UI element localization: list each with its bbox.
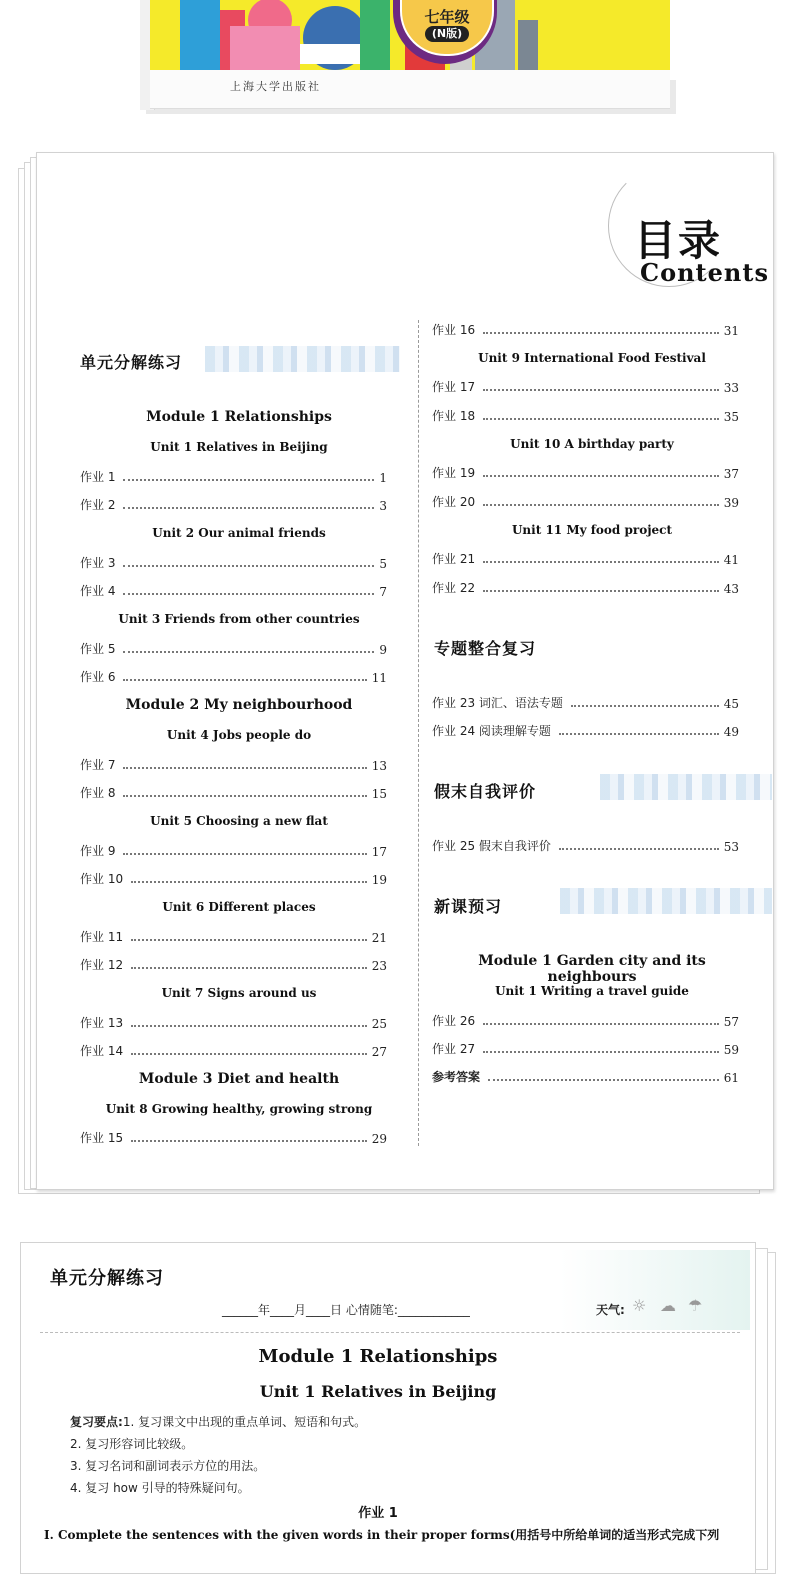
header-divider <box>40 1332 740 1333</box>
toc-entry-page: 23 <box>371 959 387 973</box>
leader-dots <box>123 507 374 509</box>
toc-entry-label: 作业 7 <box>80 758 116 772</box>
leader-dots <box>483 590 719 592</box>
leader-dots <box>123 593 374 595</box>
toc-entry-page: 25 <box>371 1017 387 1031</box>
review-point: 2. 复习形容词比较级。 <box>70 1437 194 1451</box>
lesson-module-title: Module 1 Relationships <box>258 1346 498 1367</box>
toc-entry-label: 作业 26 <box>432 1014 476 1028</box>
toc-entry-label: 作业 13 <box>80 1016 124 1030</box>
unit-heading: Unit 7 Signs around us <box>161 986 317 1000</box>
toc-entry-label: 作业 15 <box>80 1131 124 1145</box>
review-point-text: 1. 复习课文中出现的重点单词、短语和句式。 <box>122 1415 367 1429</box>
toc-entry[interactable] <box>80 467 387 485</box>
leader-dots <box>483 504 719 506</box>
review-point <box>70 1413 366 1430</box>
module-heading: Module 3 Diet and health <box>138 1071 340 1087</box>
toc-entry[interactable] <box>80 1128 387 1146</box>
toc-entry-page: 29 <box>371 1132 387 1146</box>
toc-entry-label: 作业 19 <box>432 466 476 480</box>
toc-entry[interactable] <box>80 841 387 859</box>
toc-entry[interactable] <box>80 955 387 973</box>
toc-entry-label: 作业 6 <box>80 670 116 684</box>
leader-dots <box>131 1053 367 1055</box>
toc-entry-label: 作业 2 <box>80 498 116 512</box>
toc-entry[interactable] <box>432 463 739 481</box>
review-point: 3. 复习名词和副词表示方位的用法。 <box>70 1459 266 1473</box>
unit-heading: Unit 11 My food project <box>511 523 673 537</box>
toc-entry-page: 49 <box>723 725 739 739</box>
toc-entry[interactable] <box>80 783 387 801</box>
toc-entry[interactable] <box>80 667 387 685</box>
leader-dots <box>483 561 719 563</box>
unit-heading: Unit 3 Friends from other countries <box>118 612 360 626</box>
review-point: 4. 复习 how 引导的特殊疑问句。 <box>70 1481 250 1495</box>
unit-heading: Unit 1 Writing a travel guide <box>495 984 689 998</box>
toc-entry[interactable] <box>80 581 387 599</box>
lesson-unit-title: Unit 1 Relatives in Beijing <box>259 1382 497 1401</box>
toc-entry[interactable] <box>80 639 387 657</box>
leader-dots <box>131 881 367 883</box>
toc-entry-page: 53 <box>723 840 739 854</box>
module-heading: Module 2 My neighbourhood <box>125 697 353 713</box>
leader-dots <box>559 848 719 850</box>
unit-heading: Unit 2 Our animal friends <box>152 526 326 540</box>
leader-dots <box>123 479 374 481</box>
module-heading: Module 1 Garden city and its neighbours <box>478 953 706 985</box>
toc-entry-page: 59 <box>723 1043 739 1057</box>
toc-entry-label: 作业 17 <box>432 380 476 394</box>
toc-entry-page: 57 <box>723 1015 739 1029</box>
toc-entry[interactable] <box>80 1013 387 1031</box>
publisher-label: 上海大学出版社 <box>230 80 321 93</box>
toc-entry-page: 15 <box>371 787 387 801</box>
exercise-instruction: Ⅰ. Complete the sentences with the given words in their proper forms(用括号中所给单词的适当形式完成下列 <box>44 1528 720 1542</box>
column-divider <box>418 320 419 1146</box>
toc-entry[interactable] <box>432 549 739 567</box>
leader-dots <box>483 1023 719 1025</box>
section-decoration <box>205 346 400 372</box>
toc-entry-page: 7 <box>379 585 387 599</box>
leader-dots <box>488 1079 719 1081</box>
toc-entry-label: 作业 3 <box>80 556 116 570</box>
toc-entry[interactable] <box>80 1041 387 1059</box>
unit-heading: Unit 10 A birthday party <box>510 437 674 451</box>
toc-entry-page: 17 <box>371 845 387 859</box>
section-decoration <box>600 774 772 800</box>
section-title-self-eval: 假末自我评价 <box>434 782 537 801</box>
toc-entry-page: 61 <box>723 1071 739 1085</box>
toc-entry-label: 作业 23 词汇、语法专题 <box>432 696 563 710</box>
toc-entry-page: 1 <box>379 471 387 485</box>
toc-entry-label: 参考答案 <box>432 1070 481 1084</box>
toc-entry[interactable] <box>432 406 739 424</box>
toc-entry[interactable] <box>432 492 739 510</box>
toc-entry-label: 作业 4 <box>80 584 116 598</box>
module-heading: Module 1 Relationships <box>146 409 332 425</box>
leader-dots <box>123 565 374 567</box>
toc-entry[interactable] <box>432 320 739 338</box>
toc-entry-page: 35 <box>723 410 739 424</box>
toc-entry-page: 3 <box>379 499 387 513</box>
toc-entry-label: 作业 8 <box>80 786 116 800</box>
toc-entry-page: 39 <box>723 496 739 510</box>
unit-heading: Unit 5 Choosing a new flat <box>150 814 328 828</box>
toc-entry-label: 作业 5 <box>80 642 116 656</box>
leader-dots <box>131 1140 367 1142</box>
section-title-unit-practice: 单元分解练习 <box>80 353 183 372</box>
toc-entry-label: 作业 10 <box>80 872 124 886</box>
toc-entry-label: 作业 9 <box>80 844 116 858</box>
toc-entry-page: 41 <box>723 553 739 567</box>
toc-entry-page: 13 <box>371 759 387 773</box>
toc-entry-label: 作业 14 <box>80 1044 124 1058</box>
leader-dots <box>123 651 374 653</box>
leader-dots <box>483 1051 719 1053</box>
toc-entry-label: 作业 11 <box>80 930 124 944</box>
unit-heading: Unit 1 Relatives in Beijing <box>150 440 328 454</box>
leader-dots <box>559 733 719 735</box>
section-title-preview: 新课预习 <box>434 897 503 916</box>
contents-title-en: Contents <box>640 258 769 287</box>
toc-entry[interactable] <box>432 721 739 739</box>
leader-dots <box>123 795 366 797</box>
toc-entry-label: 作业 12 <box>80 958 124 972</box>
leader-dots <box>131 939 367 941</box>
leader-dots <box>123 853 366 855</box>
cover-bottom-band <box>150 70 670 109</box>
toc-entry[interactable] <box>432 1011 739 1029</box>
toc-entry-label: 作业 24 阅读理解专题 <box>432 724 551 738</box>
weather-label: 天气: <box>596 1303 625 1317</box>
toc-entry-label: 作业 1 <box>80 470 116 484</box>
leader-dots <box>131 1025 367 1027</box>
leader-dots <box>483 475 719 477</box>
leader-dots <box>483 418 719 420</box>
toc-entry-page: 5 <box>379 557 387 571</box>
toc-entry-answers[interactable] <box>432 1067 739 1085</box>
leader-dots <box>483 389 719 391</box>
unit-heading: Unit 6 Different places <box>162 900 316 914</box>
toc-entry-label: 作业 18 <box>432 409 476 423</box>
homework-title: 作业 1 <box>358 1506 398 1521</box>
toc-entry-page: 21 <box>371 931 387 945</box>
toc-entry[interactable] <box>432 836 739 854</box>
sun-icon: ☼ <box>632 1296 647 1315</box>
toc-entry[interactable] <box>80 927 387 945</box>
leader-dots <box>123 767 366 769</box>
date-mood-line: ______年____月____日 心情随笔:____________ <box>222 1303 470 1317</box>
leader-dots <box>483 332 719 334</box>
unit-heading: Unit 9 International Food Festival <box>478 351 706 365</box>
section-title-topic-review: 专题整合复习 <box>434 639 537 658</box>
toc-entry-page: 31 <box>723 324 739 338</box>
lesson-section-title: 单元分解练习 <box>50 1268 164 1289</box>
toc-entry-label: 作业 16 <box>432 323 476 337</box>
toc-entry-page: 9 <box>379 643 387 657</box>
unit-heading: Unit 4 Jobs people do <box>166 728 312 742</box>
leader-dots <box>123 679 366 681</box>
toc-entry-page: 27 <box>371 1045 387 1059</box>
toc-entry-label: 作业 27 <box>432 1042 476 1056</box>
toc-entry-label: 作业 25 假末自我评价 <box>432 839 551 853</box>
toc-entry-label: 作业 20 <box>432 495 476 509</box>
leader-dots <box>131 967 367 969</box>
toc-entry-page: 45 <box>723 697 739 711</box>
contents-title-cn: 目录 <box>634 216 723 265</box>
toc-entry[interactable] <box>432 693 739 711</box>
toc-entry[interactable] <box>432 377 739 395</box>
leader-dots <box>571 705 719 707</box>
section-decoration <box>560 888 772 914</box>
toc-entry[interactable] <box>80 755 387 773</box>
toc-entry[interactable] <box>432 578 739 596</box>
toc-entry[interactable] <box>432 1039 739 1057</box>
header-gradient-band <box>560 1250 750 1330</box>
toc-entry-page: 11 <box>371 671 387 685</box>
toc-entry-label: 作业 22 <box>432 581 476 595</box>
toc-entry-label: 作业 21 <box>432 552 476 566</box>
rain-icon: ☂ <box>688 1296 703 1315</box>
unit-heading: Unit 8 Growing healthy, growing strong <box>105 1102 373 1116</box>
version-label: (N版) <box>425 26 469 42</box>
toc-entry[interactable] <box>80 869 387 887</box>
toc-entry-page: 19 <box>371 873 387 887</box>
toc-entry-page: 43 <box>723 582 739 596</box>
review-key-label: 复习要点: <box>70 1415 123 1429</box>
cloud-icon: ☁ <box>660 1296 676 1315</box>
toc-entry-page: 33 <box>723 381 739 395</box>
toc-entry[interactable] <box>80 495 387 513</box>
grade-label: 七年级 <box>424 8 470 26</box>
toc-entry-page: 37 <box>723 467 739 481</box>
toc-entry[interactable] <box>80 553 387 571</box>
